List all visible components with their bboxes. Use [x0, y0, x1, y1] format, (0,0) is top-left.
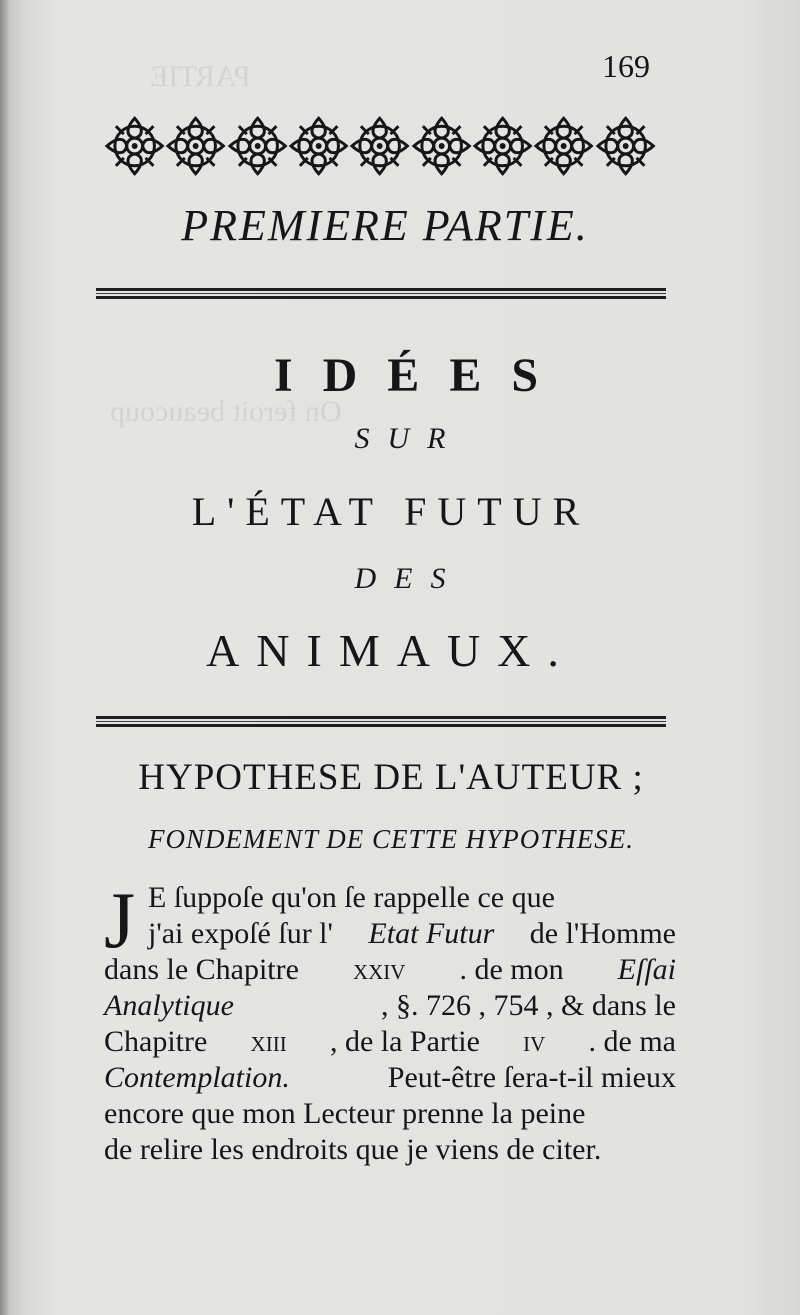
chapter-title-line: L'ÉTAT FUTUR	[191, 489, 591, 534]
bleed-through: On feroit beaucoup	[110, 395, 342, 428]
page-number: 169	[602, 48, 650, 84]
floral-fleuron-icon	[165, 110, 226, 182]
text-run-smallcaps: xiii	[250, 1025, 287, 1058]
chapter-title-line: SUR	[354, 422, 464, 455]
drop-cap: J	[104, 877, 136, 965]
text-run: j'ai expoſé ſur l'	[148, 917, 333, 950]
floral-fleuron-icon	[227, 110, 288, 182]
chapter-title-line: IDÉES	[273, 349, 569, 402]
text-run: Peut-être ſera-t-il mieux	[387, 1061, 676, 1094]
ornament-band	[104, 110, 656, 182]
floral-fleuron-icon	[288, 110, 349, 182]
body-line	[104, 916, 676, 952]
body-line	[104, 952, 676, 988]
text-run-smallcaps: iv	[523, 1025, 546, 1058]
body-line	[104, 880, 676, 916]
body-line	[104, 1060, 676, 1096]
section-subheading: FONDEMENT DE CETTE HYPOTHESE.	[147, 824, 635, 854]
text-run: dans le Chapitre	[104, 953, 299, 986]
text-run-italic: Analytique	[104, 989, 234, 1022]
text-run: , §. 726 , 754 , & dans le	[381, 989, 676, 1022]
text-run: encore que mon Lecteur prenne la peine	[104, 1097, 586, 1130]
section-heading: HYPOTHESE DE L'AUTEUR ;	[138, 757, 644, 798]
text-run: , de la Partie	[329, 1025, 480, 1058]
text-run: Chapitre	[104, 1025, 208, 1058]
floral-fleuron-icon	[349, 110, 410, 182]
text-run: de l'Homme	[529, 917, 676, 950]
floral-fleuron-icon	[104, 110, 165, 182]
body-line	[104, 988, 676, 1024]
chapter-title-line: DES	[354, 562, 464, 595]
chapter-title-line: ANIMAUX.	[206, 625, 576, 676]
body-paragraph	[104, 877, 676, 1168]
text-run-smallcaps: xxiv	[352, 953, 406, 986]
part-title: PREMIERE PARTIE.	[181, 201, 589, 250]
page-gutter	[0, 0, 10, 1315]
text-run: . de mon	[459, 953, 564, 986]
text-run: E ſuppoſe qu'on ſe rappelle ce que	[148, 881, 555, 914]
text-run: de relire les endroits que je viens de citer.	[104, 1133, 602, 1166]
body-line	[104, 1024, 676, 1060]
floral-fleuron-icon	[472, 110, 533, 182]
body-line	[104, 1096, 676, 1132]
text-run-italic: Etat Futur	[368, 917, 495, 950]
double-rule-divider	[96, 288, 666, 299]
floral-fleuron-icon	[411, 110, 472, 182]
double-rule-divider	[96, 716, 666, 727]
text-run-italic: Eſſai	[617, 953, 676, 986]
floral-fleuron-icon	[533, 110, 594, 182]
floral-fleuron-icon	[595, 110, 656, 182]
body-line	[104, 1132, 676, 1168]
bleed-through: PARTIE	[150, 60, 251, 93]
text-run-italic: Contemplation.	[104, 1061, 290, 1094]
text-run: . de ma	[588, 1025, 676, 1058]
